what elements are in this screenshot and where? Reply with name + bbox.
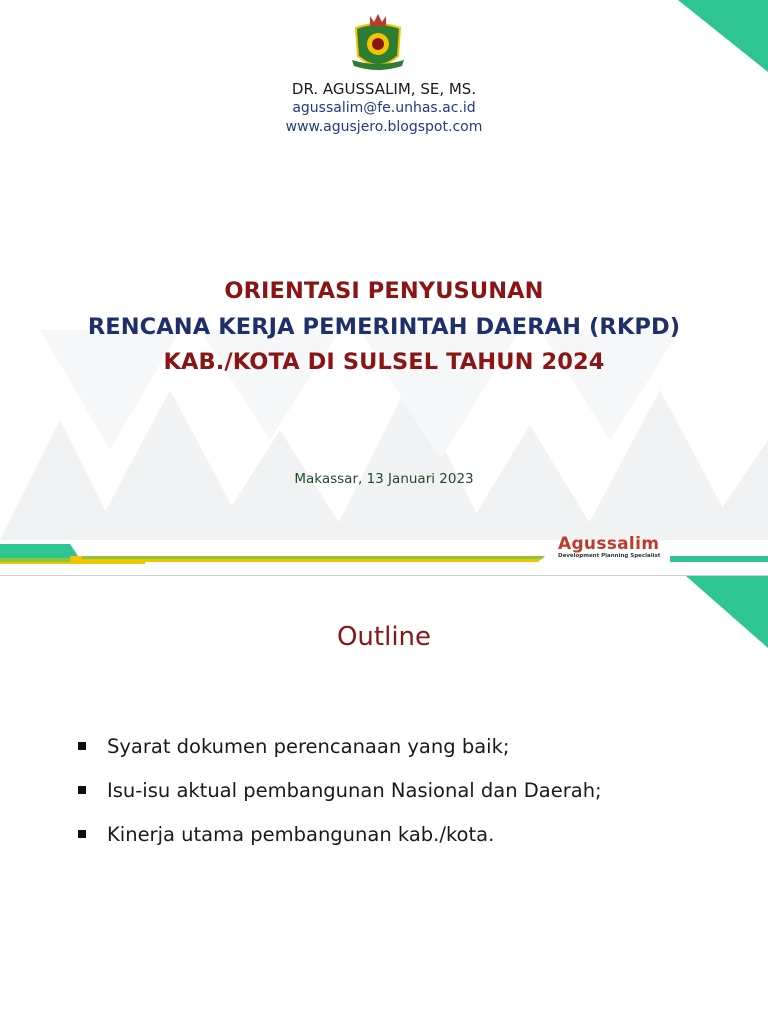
square-bullet-icon [78, 786, 86, 794]
presentation-title-line-2: RENCANA KERJA PEMERINTAH DAERAH (RKPD) [87, 314, 681, 340]
brand-logo [558, 534, 668, 559]
outline-slide [0, 576, 768, 1024]
author-website-link[interactable]: www.agusjero.blogspot.com [285, 119, 483, 135]
list-item [78, 768, 602, 812]
presentation-date: Makassar, 13 Januari 2023 [294, 471, 474, 487]
outline-list [78, 724, 602, 856]
list-item-text: Isu-isu aktual pembangunan Nasional dan Daerah; [107, 778, 602, 802]
square-bullet-icon [78, 830, 86, 838]
outline-title: Outline [336, 622, 432, 652]
author-email-link[interactable]: agussalim@fe.unhas.ac.id [292, 100, 476, 116]
list-item [78, 812, 602, 856]
brand-tagline: Development Planning Specialist [558, 553, 661, 559]
list-item [78, 724, 602, 768]
corner-accent-triangle [678, 0, 768, 72]
list-item-text: Syarat dokumen perencanaan yang baik; [107, 734, 510, 758]
square-bullet-icon [78, 742, 86, 750]
presentation-title-line-3: KAB./KOTA DI SULSEL TAHUN 2024 [163, 349, 605, 375]
brand-name: Agussalim [558, 534, 660, 554]
presentation-title-line-1: ORIENTASI PENYUSUNAN [224, 278, 544, 304]
author-name: DR. AGUSSALIM, SE, MS. [291, 80, 477, 98]
list-item-text: Kinerja utama pembangunan kab./kota. [107, 822, 495, 846]
university-emblem-icon [348, 8, 408, 78]
